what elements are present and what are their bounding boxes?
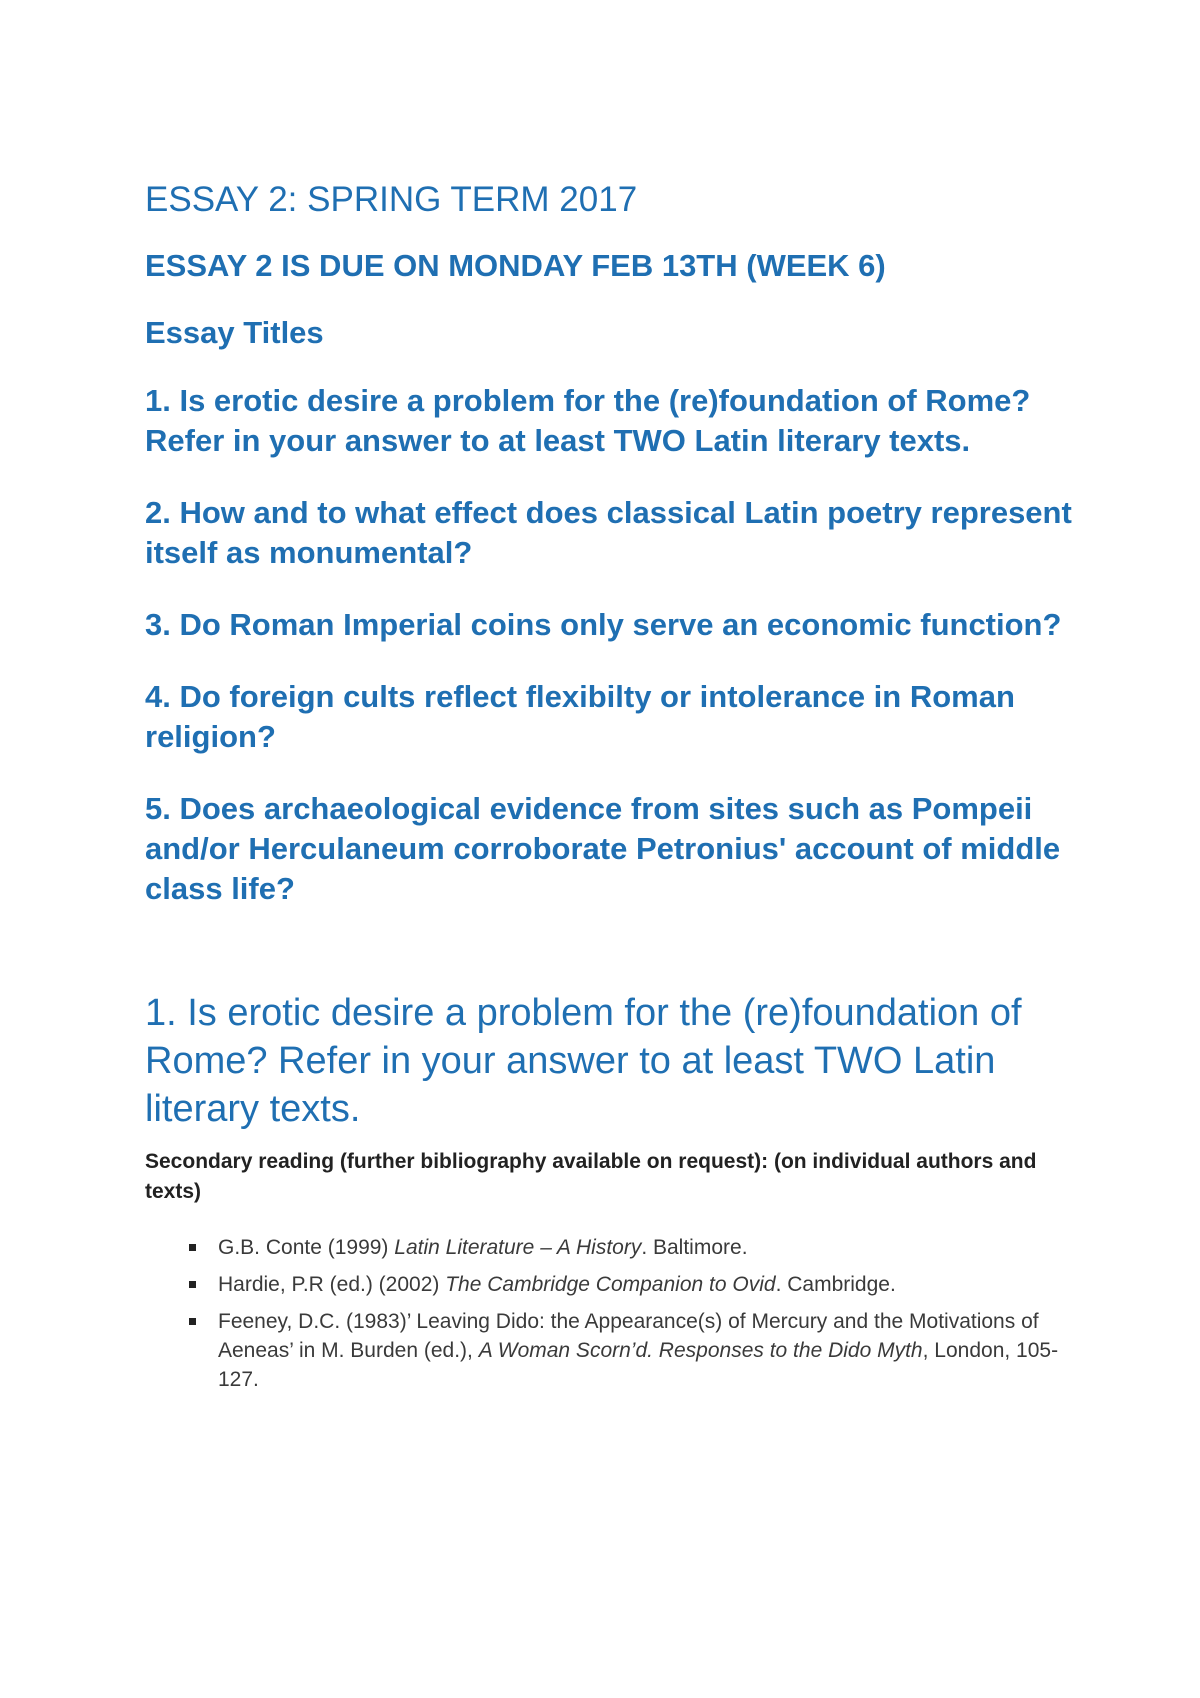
reference-text: Feeney, D.C. (1983)’ Leaving Dido: the Appearance(s) of Mercury and the Motivations of Aeneas’ in M. Burden (ed.), (218, 1310, 1039, 1362)
secondary-reading-label: Secondary reading (further bibliography available on request): (on individual authors and texts) (145, 1150, 1037, 1203)
reference-list (145, 1233, 1085, 1394)
reference-text: G.B. Conte (1999) (218, 1236, 395, 1259)
reference-item (145, 1270, 1085, 1299)
reference-title: The Cambridge Companion to Ovid (445, 1273, 776, 1296)
square-bullet-icon (189, 1281, 196, 1288)
section-heading: 1. Is erotic desire a problem for the (re)foundation of Rome? Refer in your answer to at least TWO Latin literary texts. (145, 992, 1022, 1130)
reference-text: Hardie, P.R (ed.) (2002) (218, 1273, 446, 1296)
essay-title-item: 3. Do Roman Imperial coins only serve an economic function? (145, 607, 1062, 642)
square-bullet-icon (189, 1318, 196, 1325)
essay-title-item: 2. How and to what effect does classical Latin poetry represent itself as monumental? (145, 495, 1072, 570)
reference-text: , London, 105-127. (218, 1339, 1059, 1391)
essay-titles-label: Essay Titles (145, 315, 324, 350)
essay-title-item: 1. Is erotic desire a problem for the (re)foundation of Rome? Refer in your answer to at least TWO Latin literary texts. (145, 383, 1031, 458)
essay-title-item: 4. Do foreign cults reflect flexibilty or intolerance in Roman religion? (145, 679, 1015, 754)
due-date-notice: ESSAY 2 IS DUE ON MONDAY FEB 13TH (WEEK 6) (145, 248, 886, 283)
document-content (145, 178, 1085, 1402)
reference-title: A Woman Scorn’d. Responses to the Dido Myth (478, 1339, 923, 1362)
reference-item (145, 1233, 1085, 1262)
reference-text: . Baltimore. (641, 1236, 748, 1259)
essay-title-item: 5. Does archaeological evidence from sites such as Pompeii and/or Herculaneum corroborate Petronius' account of middle class life? (145, 791, 1061, 906)
square-bullet-icon (189, 1244, 196, 1251)
reference-item (145, 1307, 1085, 1394)
document-title: ESSAY 2: SPRING TERM 2017 (145, 180, 638, 219)
reference-title: Latin Literature – A History (394, 1236, 642, 1259)
reference-text: . Cambridge. (775, 1273, 896, 1296)
